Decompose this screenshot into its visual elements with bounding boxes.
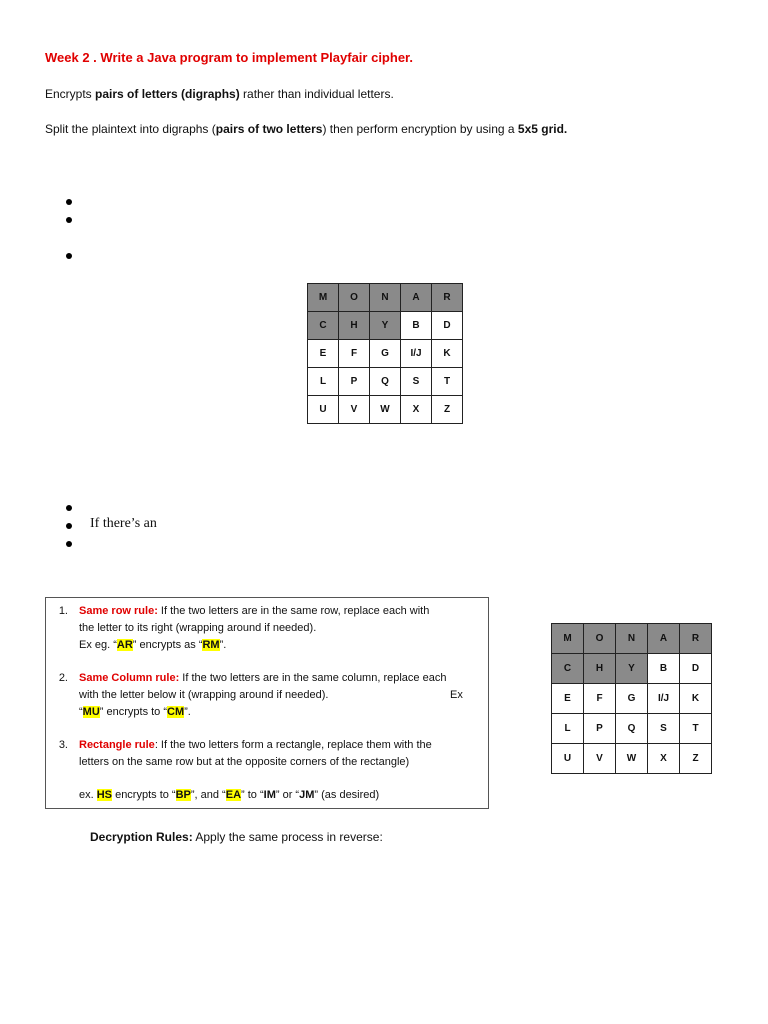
intro-paragraph-2: Split the plaintext into digraphs (pairs of two letters) then perform encryption by using a 5x5 grid. [45, 122, 568, 136]
highlight: MU [82, 706, 100, 718]
grid-cell: W [370, 396, 401, 424]
grid-cell: I/J [648, 684, 680, 714]
bullet-point [66, 505, 72, 511]
grid-cell: N [616, 624, 648, 654]
grid-row [308, 284, 463, 312]
grid-cell: W [616, 744, 648, 774]
rule-rectangle-example: ex. HS encrypts to “BP”, and “EA” to “IM” or “JM” (as desired) [79, 789, 380, 801]
playfair-key-grid [307, 283, 463, 424]
grid-cell: A [401, 284, 432, 312]
grid-cell: M [552, 624, 584, 654]
title-main: Write a Java program to implement Playfair cipher. [100, 50, 413, 65]
grid-cell: U [552, 744, 584, 774]
grid-cell: V [339, 396, 370, 424]
rule-same-row: 1. Same row rule: If the two letters are in the same row, replace each with the letter to its right (wrapping around if needed). Ex eg. “AR” encrypts as “RM”. [58, 605, 430, 651]
grid-cell: X [401, 396, 432, 424]
grid-cell: B [401, 312, 432, 340]
decryption-label: Decryption Rules: [90, 830, 193, 844]
digraphs-emphasis: pairs of letters (digraphs) [95, 87, 240, 101]
grid-cell: H [339, 312, 370, 340]
grid-cell: M [308, 284, 339, 312]
grid-cell: A [648, 624, 680, 654]
decryption-rules: Decryption Rules: Apply the same process in reverse: [90, 830, 383, 844]
highlight: EA [225, 789, 242, 801]
highlight: BP [175, 789, 191, 801]
grid-row [308, 340, 463, 368]
grid-cell: T [432, 368, 463, 396]
grid-row [552, 684, 712, 714]
grid-cell: C [308, 312, 339, 340]
grid-cell: L [308, 368, 339, 396]
grid-cell: Y [616, 654, 648, 684]
grid-cell: D [432, 312, 463, 340]
encryption-rules-box [45, 597, 489, 809]
playfair-key-grid-2 [551, 623, 712, 774]
grid-cell: P [339, 368, 370, 396]
grid-cell: E [552, 684, 584, 714]
grid-cell: F [584, 684, 616, 714]
grid-cell: S [401, 368, 432, 396]
bullet-text: If there’s an [90, 516, 157, 531]
grid-cell: S [648, 714, 680, 744]
grid-cell: P [584, 714, 616, 744]
grid-cell: O [584, 624, 616, 654]
grid-row [552, 654, 712, 684]
grid-cell: H [584, 654, 616, 684]
grid-cell: F [339, 340, 370, 368]
rule-same-column: 2. Same Column rule: If the two letters are in the same column, replace each with the letter below it (wrapping around if needed). Ex “MU” encrypts to “CM”. [58, 672, 463, 718]
grid-cell: Y [370, 312, 401, 340]
grid-cell: K [432, 340, 463, 368]
grid-row [552, 744, 712, 774]
bullet-point [66, 217, 72, 223]
grid-cell: B [648, 654, 680, 684]
grid-row [552, 624, 712, 654]
grid-row [552, 714, 712, 744]
grid-cell: X [648, 744, 680, 774]
rule-rectangle: 3. Rectangle rule: If the two letters form a rectangle, replace them with the letters on the same row but at the opposite corners of the rectangle) [58, 739, 432, 768]
grid-row [308, 368, 463, 396]
grid-cell: E [308, 340, 339, 368]
grid-cell: O [339, 284, 370, 312]
bullet-point [66, 523, 72, 529]
grid-cell: V [584, 744, 616, 774]
grid-cell: Z [680, 744, 712, 774]
grid-cell: D [680, 654, 712, 684]
grid-cell: N [370, 284, 401, 312]
grid-row [308, 312, 463, 340]
grid-cell: G [616, 684, 648, 714]
grid-cell: I/J [401, 340, 432, 368]
title-prefix: Week 2 . [45, 50, 101, 65]
grid-cell: R [432, 284, 463, 312]
grid-cell: C [552, 654, 584, 684]
grid-cell: K [680, 684, 712, 714]
grid-row [308, 396, 463, 424]
bullet-point [66, 541, 72, 547]
page-title [45, 50, 413, 65]
grid-cell: U [308, 396, 339, 424]
grid-cell: Q [370, 368, 401, 396]
highlight: AR [116, 639, 133, 651]
grid-cell: G [370, 340, 401, 368]
grid-cell: T [680, 714, 712, 744]
highlight: RM [202, 639, 220, 651]
grid-cell: L [552, 714, 584, 744]
highlight: CM [167, 706, 185, 718]
highlight: HS [96, 789, 113, 801]
bullet-point [66, 253, 72, 259]
bullet-point [66, 199, 72, 205]
grid-cell: R [680, 624, 712, 654]
grid-cell: Q [616, 714, 648, 744]
intro-paragraph-1: Encrypts pairs of letters (digraphs) rather than individual letters. [45, 87, 394, 101]
grid-cell: Z [432, 396, 463, 424]
